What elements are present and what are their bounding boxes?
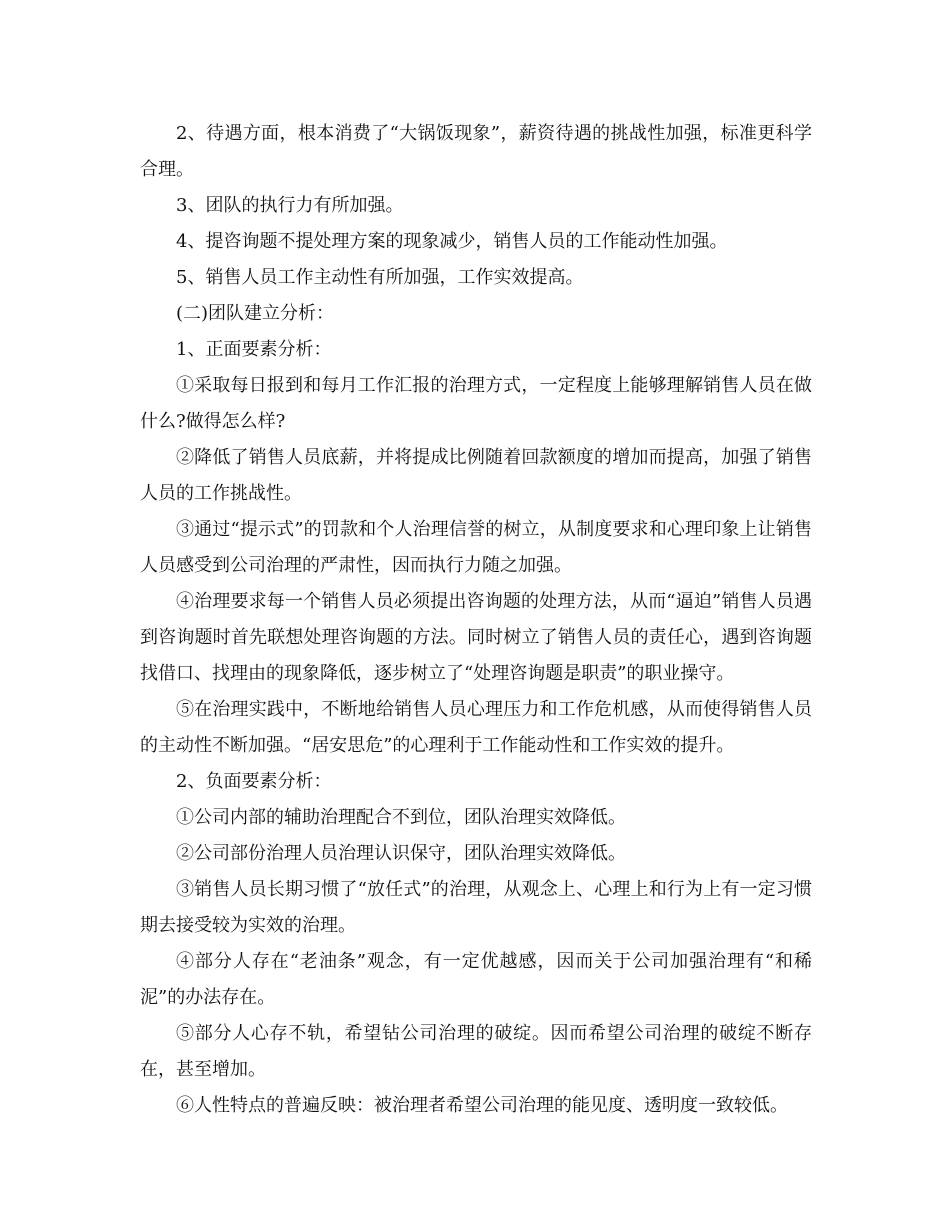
paragraph-4: 5、销售人员工作主动性有所加强，工作实效提高。 <box>176 267 584 288</box>
paragraph-3: 4、提咨询题不提处理方案的现象减少，销售人员的工作能动性加强。 <box>176 231 728 252</box>
paragraph-17: ⑤部分人心存不轨，希望钻公司治理的破绽。因而希望公司治理的破绽不断存在，甚至增加。 <box>140 1023 812 1080</box>
paragraph-18: ⑥人性特点的普遍反映：被治理者希望公司治理的能见度、透明度一致较低。 <box>176 1095 788 1116</box>
paragraph-15: ③销售人员长期习惯了“放任式”的治理，从观念上、心理上和行为上有一定习惯期去接受较为实效的治理。 <box>140 879 812 936</box>
subsection-heading-negative: 2、负面要素分析： <box>176 771 332 792</box>
paragraph-9: ③通过“提示式”的罚款和个人治理信誉的树立，从制度要求和心理印象上让销售人员感受到公司治理的严肃性，因而执行力随之加强。 <box>140 519 812 576</box>
document-body <box>140 116 812 1124</box>
paragraph-13: ①公司内部的辅助治理配合不到位，团队治理实效降低。 <box>176 807 626 828</box>
paragraph-1: 2、待遇方面，根本消费了“大锅饭现象”，薪资待遇的挑战性加强，标准更科学合理。 <box>140 123 812 180</box>
section-heading: (二)团队建立分析： <box>176 303 335 324</box>
paragraph-11: ⑤在治理实践中，不断地给销售人员心理压力和工作危机感，从而使得销售人员的主动性不断加强。“居安思危”的心理利于工作能动性和工作实效的提升。 <box>140 699 812 756</box>
paragraph-16: ④部分人存在“老油条”观念，有一定优越感，因而关于公司加强治理有“和稀泥”的办法存在。 <box>140 951 812 1008</box>
paragraph-14: ②公司部份治理人员治理认识保守，团队治理实效降低。 <box>176 843 626 864</box>
paragraph-10: ④治理要求每一个销售人员必须提出咨询题的处理方法，从而“逼迫”销售人员遇到咨询题时首先联想处理咨询题的方法。同时树立了销售人员的责任心，遇到咨询题找借口、找理由的现象降低，逐步树立了“处理咨询题是职责”的职业操守。 <box>140 591 812 684</box>
subsection-heading-positive: 1、正面要素分析： <box>176 339 332 360</box>
paragraph-2: 3、团队的执行力有所加强。 <box>176 195 404 216</box>
paragraph-7: ①采取每日报到和每月工作汇报的治理方式，一定程度上能够理解销售人员在做什么?做得怎么样? <box>140 375 812 432</box>
paragraph-8: ②降低了销售人员底薪，并将提成比例随着回款额度的增加而提高，加强了销售人员的工作挑战性。 <box>140 447 812 504</box>
